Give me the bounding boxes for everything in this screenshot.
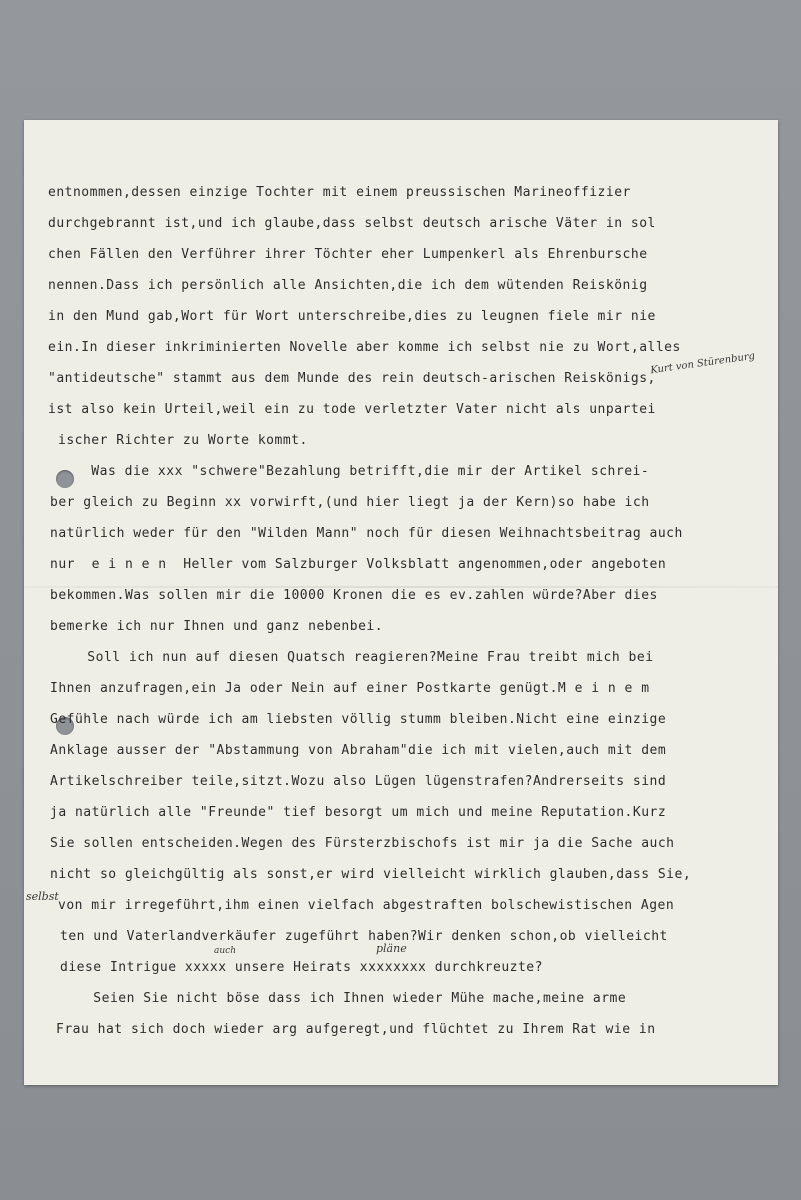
letter-line: Was die xxx "schwere"Bezahlung betrifft,die mir der Artikel schrei- [58,464,650,479]
letter-line: nicht so gleichgültig als sonst,er wird vielleicht wirklich glauben,dass Sie, [50,867,692,882]
letter-line: Ihnen anzufragen,ein Ja oder Nein auf einer Postkarte genügt.M e i n e m [50,681,650,696]
handwritten-note-plaene: pläne [376,942,407,955]
letter-line: ten und Vaterlandverkäufer zugeführt haben?Wir denken schon,ob vielleicht [60,929,668,944]
letter-line: Frau hat sich doch wieder arg aufgeregt,und flüchtet zu Ihrem Rat wie in [56,1022,656,1037]
letter-line: Artikelschreiber teile,sitzt.Wozu also Lügen lügenstrafen?Andrerseits sind [50,774,667,789]
letter-line: von mir irregeführt,ihm einen vielfach abgestraften bolschewistischen Agen [58,898,675,913]
letter-line: ischer Richter zu Worte kommt. [58,433,308,448]
letter-line: Seien Sie nicht böse dass ich Ihnen wieder Mühe mache,meine arme [60,991,627,1006]
letter-line: Soll ich nun auf diesen Quatsch reagieren?Meine Frau treibt mich bei [54,650,654,665]
letter-line: nur e i n e n Heller vom Salzburger Volksblatt angenommen,oder angeboten [50,557,667,572]
letter-line: ber gleich zu Beginn xx vorwirft,(und hier liegt ja der Kern)so habe ich [50,495,650,510]
letter-line: durchgebrannt ist,und ich glaube,dass selbst deutsch arische Väter in sol [48,216,656,231]
letter-line: ein.In dieser inkriminierten Novelle aber komme ich selbst nie zu Wort,alles [48,340,681,355]
letter-line: ist also kein Urteil,weil ein zu tode verletzter Vater nicht als unpartei [48,402,656,417]
handwritten-note-selbst: selbst [26,890,59,903]
letter-line: Anklage ausser der "Abstammung von Abraham"die ich mit vielen,auch mit dem [50,743,667,758]
letter-line: ja natürlich alle "Freunde" tief besorgt um mich und meine Reputation.Kurz [50,805,667,820]
letter-line: Gefühle nach würde ich am liebsten völlig stumm bleiben.Nicht eine einzige [50,712,667,727]
letter-line: diese Intrigue xxxxx unsere Heirats xxxxxxxx durchkreuzte? [60,960,543,975]
letter-line: Sie sollen entscheiden.Wegen des Fürsterzbischofs ist mir ja die Sache auch [50,836,675,851]
letter-line: "antideutsche" stammt aus dem Munde des rein deutsch-arischen Reiskönigs, [48,371,656,386]
letter-line: entnommen,dessen einzige Tochter mit einem preussischen Marineoffizier [48,185,631,200]
handwritten-note-kurt: Kurt von Stürenburg [649,350,756,377]
letter-line: nennen.Dass ich persönlich alle Ansichten,die ich dem wütenden Reiskönig [48,278,648,293]
letter-line: bemerke ich nur Ihnen und ganz nebenbei. [50,619,384,634]
handwritten-note-auch: auch [214,946,236,956]
letter-line: in den Mund gab,Wort für Wort unterschreibe,dies zu leugnen fiele mir nie [48,309,656,324]
letter-line: chen Fällen den Verführer ihrer Töchter eher Lumpenkerl als Ehrenbursche [48,247,648,262]
letter-line: bekommen.Was sollen mir die 10000 Kronen die es ev.zahlen würde?Aber dies [50,588,658,603]
letter-line: natürlich weder für den "Wilden Mann" noch für diesen Weihnachtsbeitrag auch [50,526,683,541]
letter-page [24,120,778,1085]
